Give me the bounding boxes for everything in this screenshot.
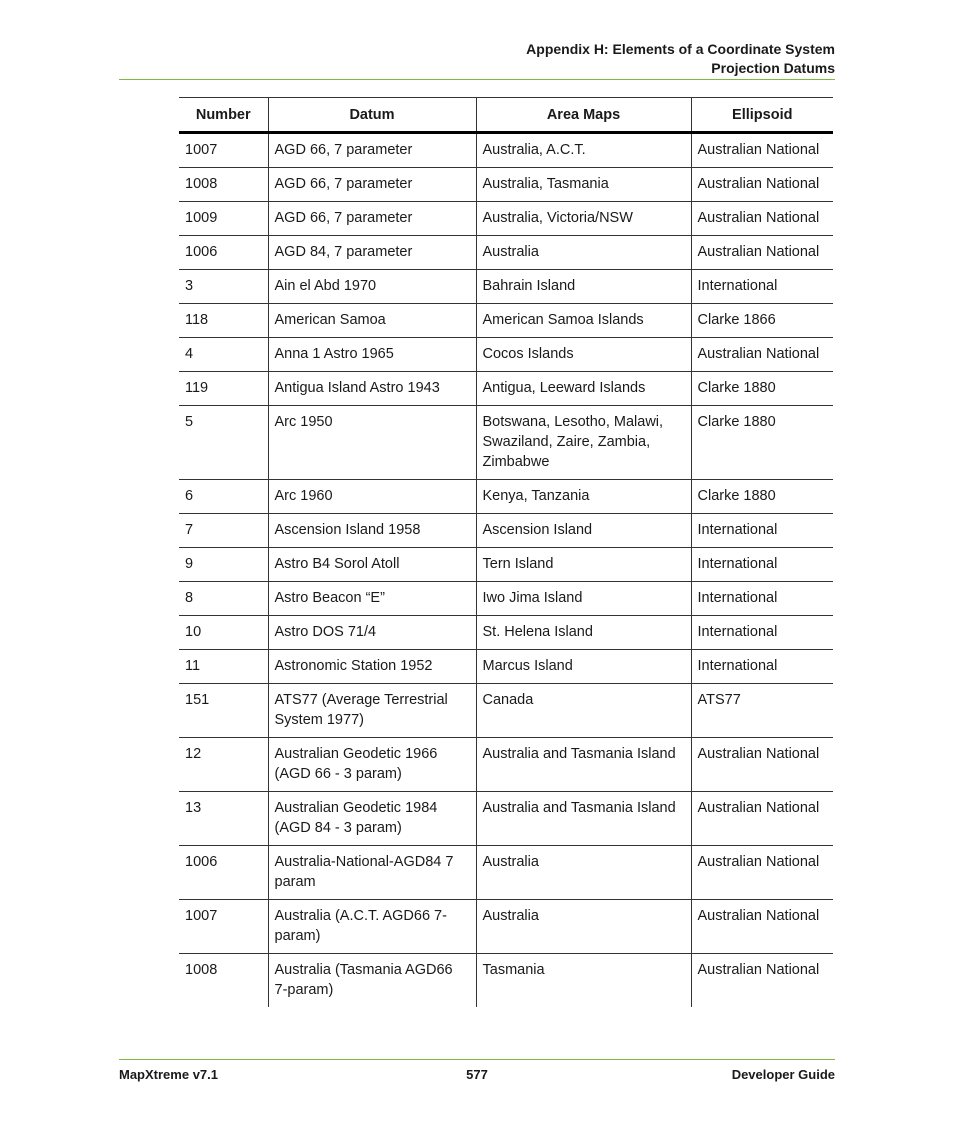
datum-table xyxy=(179,97,833,1007)
column-header-datum: Datum xyxy=(268,98,476,133)
table-row xyxy=(179,738,833,792)
table-row xyxy=(179,582,833,616)
table-row xyxy=(179,650,833,684)
page-number: 577 xyxy=(466,1067,488,1082)
cell-number: 118 xyxy=(179,304,268,338)
cell-area-maps: Australia xyxy=(476,900,691,954)
cell-ellipsoid: ATS77 xyxy=(691,684,833,738)
cell-area-maps: Australia, Tasmania xyxy=(476,168,691,202)
table-row xyxy=(179,372,833,406)
cell-datum: AGD 66, 7 parameter xyxy=(268,168,476,202)
cell-area-maps: American Samoa Islands xyxy=(476,304,691,338)
cell-area-maps: Marcus Island xyxy=(476,650,691,684)
table-row xyxy=(179,616,833,650)
table-row xyxy=(179,406,833,480)
table-row xyxy=(179,684,833,738)
cell-datum: AGD 84, 7 parameter xyxy=(268,236,476,270)
table-row xyxy=(179,338,833,372)
cell-area-maps: Australia xyxy=(476,236,691,270)
cell-area-maps: Australia and Tasmania Island xyxy=(476,792,691,846)
cell-ellipsoid: Australian National xyxy=(691,133,833,168)
table-row xyxy=(179,548,833,582)
cell-datum: ATS77 (Average Terrestrial System 1977) xyxy=(268,684,476,738)
cell-number: 6 xyxy=(179,480,268,514)
cell-ellipsoid: Australian National xyxy=(691,954,833,1008)
cell-number: 4 xyxy=(179,338,268,372)
cell-ellipsoid: International xyxy=(691,548,833,582)
cell-number: 7 xyxy=(179,514,268,548)
cell-number: 1008 xyxy=(179,168,268,202)
cell-ellipsoid: Australian National xyxy=(691,236,833,270)
cell-ellipsoid: Clarke 1880 xyxy=(691,372,833,406)
table-row xyxy=(179,133,833,168)
cell-datum: Ascension Island 1958 xyxy=(268,514,476,548)
cell-number: 1007 xyxy=(179,900,268,954)
cell-number: 1006 xyxy=(179,846,268,900)
cell-number: 1009 xyxy=(179,202,268,236)
cell-datum: Australia-National-AGD84 7 param xyxy=(268,846,476,900)
cell-number: 1006 xyxy=(179,236,268,270)
header-rule xyxy=(119,79,835,80)
column-header-ellipsoid: Ellipsoid xyxy=(691,98,833,133)
cell-ellipsoid: Australian National xyxy=(691,168,833,202)
header-section: Projection Datums xyxy=(711,60,835,76)
header-chapter: Appendix H: Elements of a Coordinate System xyxy=(526,41,835,57)
cell-ellipsoid: International xyxy=(691,270,833,304)
table-row xyxy=(179,954,833,1008)
cell-ellipsoid: Australian National xyxy=(691,202,833,236)
cell-number: 151 xyxy=(179,684,268,738)
table-row xyxy=(179,514,833,548)
cell-datum: Antigua Island Astro 1943 xyxy=(268,372,476,406)
cell-datum: Anna 1 Astro 1965 xyxy=(268,338,476,372)
cell-ellipsoid: Clarke 1866 xyxy=(691,304,833,338)
cell-area-maps: Australia, Victoria/NSW xyxy=(476,202,691,236)
cell-datum: AGD 66, 7 parameter xyxy=(268,202,476,236)
footer-product: MapXtreme v7.1 xyxy=(119,1067,218,1082)
cell-ellipsoid: Australian National xyxy=(691,738,833,792)
cell-area-maps: Iwo Jima Island xyxy=(476,582,691,616)
cell-number: 1008 xyxy=(185,962,218,978)
cell-area-maps: Tasmania xyxy=(476,954,691,1008)
table-row xyxy=(179,202,833,236)
cell-area-maps: Australia xyxy=(476,846,691,900)
cell-area-maps: Canada xyxy=(476,684,691,738)
cell-area-maps: Australia and Tasmania Island xyxy=(476,738,691,792)
table-row xyxy=(179,792,833,846)
cell-datum: Australian Geodetic 1966 (AGD 66 - 3 param) xyxy=(268,738,476,792)
cell-number: 13 xyxy=(179,792,268,846)
cell-number: 8 xyxy=(179,582,268,616)
table-row xyxy=(179,304,833,338)
column-header-area-maps: Area Maps xyxy=(476,98,691,133)
table-row xyxy=(179,270,833,304)
cell-ellipsoid: International xyxy=(691,616,833,650)
cell-area-maps: St. Helena Island xyxy=(476,616,691,650)
cell-ellipsoid: International xyxy=(691,650,833,684)
cell-area-maps: Ascension Island xyxy=(476,514,691,548)
table-row xyxy=(179,168,833,202)
table-row xyxy=(179,900,833,954)
cell-number: 12 xyxy=(179,738,268,792)
table-body xyxy=(179,133,833,1008)
table-header-row xyxy=(179,98,833,133)
cell-ellipsoid: International xyxy=(691,514,833,548)
cell-number: 11 xyxy=(179,650,268,684)
cell-area-maps: Kenya, Tanzania xyxy=(476,480,691,514)
cell-area-maps: Antigua, Leeward Islands xyxy=(476,372,691,406)
cell-ellipsoid: Australian National xyxy=(691,338,833,372)
cell-datum: Astro B4 Sorol Atoll xyxy=(268,548,476,582)
cell-datum: AGD 66, 7 parameter xyxy=(268,133,476,168)
cell-ellipsoid: Australian National xyxy=(691,900,833,954)
cell-number: 9 xyxy=(179,548,268,582)
cell-datum: Australia (Tasmania AGD66 7-param) xyxy=(268,954,476,1008)
cell-datum: Australian Geodetic 1984 (AGD 84 - 3 param) xyxy=(268,792,476,846)
cell-datum: Ain el Abd 1970 xyxy=(268,270,476,304)
cell-number: 5 xyxy=(179,406,268,480)
cell-area-maps: Botswana, Lesotho, Malawi, Swaziland, Zaire, Zambia, Zimbabwe xyxy=(476,406,691,480)
cell-number: 1007 xyxy=(179,133,268,168)
cell-ellipsoid: Australian National xyxy=(691,846,833,900)
cell-area-maps: Tern Island xyxy=(476,548,691,582)
cell-datum: Australia (A.C.T. AGD66 7-param) xyxy=(268,900,476,954)
cell-datum: Astronomic Station 1952 xyxy=(268,650,476,684)
cell-number: 119 xyxy=(179,372,268,406)
cell-ellipsoid: International xyxy=(691,582,833,616)
table-row xyxy=(179,846,833,900)
cell-ellipsoid: Clarke 1880 xyxy=(691,480,833,514)
running-header xyxy=(526,40,835,78)
cell-datum: Astro DOS 71/4 xyxy=(268,616,476,650)
footer-guide: Developer Guide xyxy=(731,1067,835,1082)
cell-number: 3 xyxy=(179,270,268,304)
cell-area-maps: Australia, A.C.T. xyxy=(476,133,691,168)
cell-datum: Arc 1960 xyxy=(268,480,476,514)
table-row xyxy=(179,236,833,270)
cell-area-maps: Cocos Islands xyxy=(476,338,691,372)
cell-area-maps: Bahrain Island xyxy=(476,270,691,304)
cell-number: 10 xyxy=(179,616,268,650)
footer-rule xyxy=(119,1059,835,1060)
table-row xyxy=(179,480,833,514)
cell-datum: American Samoa xyxy=(268,304,476,338)
cell-datum: Astro Beacon “E” xyxy=(268,582,476,616)
column-header-number: Number xyxy=(179,98,268,133)
cell-ellipsoid: Australian National xyxy=(691,792,833,846)
cell-ellipsoid: Clarke 1880 xyxy=(691,406,833,480)
cell-datum: Arc 1950 xyxy=(268,406,476,480)
